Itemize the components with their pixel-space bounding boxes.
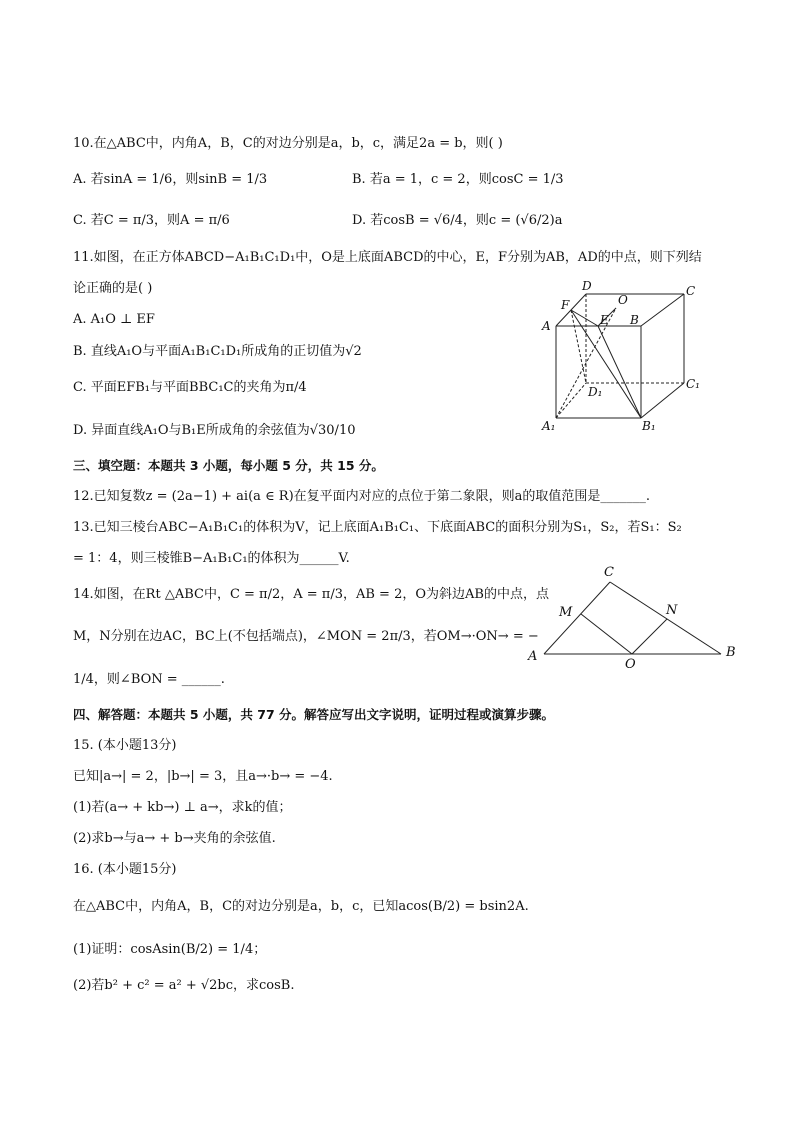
q12-text: 12.已知复数z = (2a−1) + ai(a ∈ R)在复平面内对应的点位于第二象限，则a的取值范围是_______. (73, 489, 651, 504)
q11-stem-line1: 11.如图，在正方体ABCD−A₁B₁C₁D₁中，O是上底面ABCD的中心，E，F分别为AB，AD的中点，则下列结 (73, 250, 702, 265)
hidden-edge-A1D1 (556, 383, 586, 418)
q15-title: 15. (本小题13分) (73, 738, 177, 753)
q11-option-a: A. A₁O ⊥ EF (73, 312, 155, 327)
q14-line1: 14.如图，在Rt △ABC中，C = π/2，A = π/3，AB = 2，O为斜边AB的中点，点 (73, 587, 549, 602)
segment-MO (581, 614, 632, 654)
q15-given: 已知|a→| = 2，|b→| = 3，且a→·b→ = −4. (73, 769, 333, 784)
q10-option-b: B. 若a = 1，c = 2，则cosC = 1/3 (352, 172, 564, 187)
triangle-figure (524, 562, 744, 672)
q11-option-c: C. 平面EFB₁与平面BBC₁C的夹角为π/4 (73, 380, 307, 395)
side-AC (544, 582, 610, 654)
label-A: A (542, 319, 551, 333)
q11-stem-line2: 论正确的是( ) (73, 281, 153, 296)
q10-stem: 10.在△ABC中，内角A，B，C的对边分别是a，b，c，满足2a = b，则( ) (73, 136, 503, 151)
q10-option-c: C. 若C = π/3，则A = π/6 (73, 213, 230, 228)
q11-option-b: B. 直线A₁O与平面A₁B₁C₁D₁所成角的正切值为√2 (73, 344, 362, 359)
q16-part2: (2)若b² + c² = a² + √2bc，求cosB. (73, 978, 295, 993)
label-B1: B₁ (642, 419, 656, 433)
label-O: O (618, 293, 628, 307)
label-N: N (666, 603, 678, 618)
label-E: E (600, 313, 609, 327)
q16-given: 在△ABC中，内角A，B，C的对边分别是a，b，c，已知acos(B/2) = bsin2A. (73, 899, 529, 914)
label-B: B (726, 645, 736, 660)
edge-B1C1 (641, 383, 684, 418)
q13-line2: = 1：4，则三棱锥B−A₁B₁C₁的体积为______V. (73, 551, 350, 566)
q16-part1: (1)证明：cosAsin(B/2) = 1/4； (73, 942, 267, 957)
label-C: C (604, 565, 614, 580)
label-C1: C₁ (686, 377, 700, 391)
label-D: D (582, 279, 592, 293)
side-CB (610, 582, 721, 654)
label-O: O (625, 657, 636, 672)
q15-part1: (1)若(a→ + kb→) ⊥ a→，求k的值； (73, 800, 292, 815)
section3-heading: 三、填空题：本题共 3 小题，每小题 5 分，共 15 分。 (73, 458, 384, 473)
q13-line1: 13.已知三棱台ABC−A₁B₁C₁的体积为V，记上底面A₁B₁C₁、下底面ABC的面积分别为S₁，S₂，若S₁：S₂ (73, 520, 682, 535)
label-M: M (559, 605, 573, 620)
label-A: A (528, 649, 538, 664)
q14-line3: 1/4，则∠BON = ______. (73, 672, 225, 687)
segment-EB1 (598, 326, 641, 418)
cube-figure (538, 278, 728, 438)
q10-option-d: D. 若cosB = √6/4，则c = (√6/2)a (352, 213, 563, 228)
edge-BC (641, 294, 684, 326)
segment-EF (571, 310, 598, 326)
label-D1: D₁ (588, 385, 603, 399)
label-F: F (561, 298, 570, 312)
label-A1: A₁ (542, 419, 556, 433)
label-C: C (686, 284, 696, 298)
label-B: B (630, 313, 639, 327)
q14-line2: M，N分别在边AC，BC上(不包括端点)，∠MON = 2π/3，若OM→·ON→ = − (73, 629, 539, 644)
q10-option-a: A. 若sinA = 1/6，则sinB = 1/3 (73, 172, 268, 187)
q15-part2: (2)求b→与a→ + b→夹角的余弦值. (73, 831, 276, 846)
section4-heading: 四、解答题：本题共 5 小题，共 77 分。解答应写出文字说明，证明过程或演算步骤。 (73, 707, 555, 722)
q16-title: 16. (本小题15分) (73, 862, 177, 877)
segment-ON (632, 619, 667, 654)
q11-option-d: D. 异面直线A₁O与B₁E所成角的余弦值为√30/10 (73, 423, 356, 438)
